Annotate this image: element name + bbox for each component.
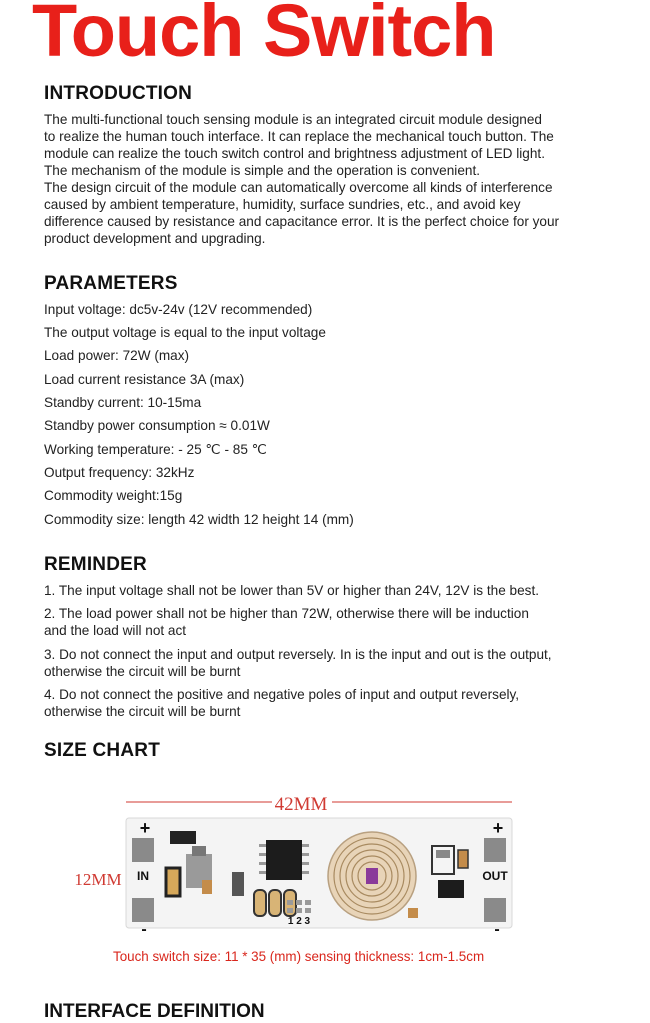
reminder-line: 3. Do not connect the input and output reversely. In is the input and out is the output,	[44, 647, 552, 662]
output-minus-sign: -	[494, 921, 500, 934]
size-chart-caption: Touch switch size: 11 * 35 (mm) sensing thickness: 1cm-1.5cm	[113, 949, 485, 964]
out-label: OUT	[482, 869, 508, 883]
parameter-item: Load current resistance 3A (max)	[44, 372, 245, 387]
transistor-component	[438, 880, 464, 898]
introduction-text	[44, 111, 604, 247]
size-chart-heading: SIZE CHART	[44, 740, 160, 761]
resistor-component	[458, 850, 468, 868]
capacitor-component	[166, 868, 180, 896]
interface-definition-heading: INTERFACE DEFINITION	[44, 1001, 265, 1022]
parameter-item: Input voltage: dc5v-24v (12V recommended)	[44, 302, 313, 317]
reminder-line: 4. Do not connect the positive and negative poles of input and output reversely,	[44, 687, 520, 702]
input-plus-pad	[132, 838, 154, 862]
intro-line: difference caused by resistance and capacitance error. It is the perfect choice for your	[44, 214, 560, 229]
intro-line: The mechanism of the module is simple and the operation is convenient.	[44, 163, 480, 178]
reminder-line: 1. The input voltage shall not be lower than 5V or higher than 24V, 12V is the best.	[44, 583, 539, 598]
resistor-component	[232, 872, 244, 896]
input-minus-sign: -	[141, 921, 147, 934]
parameter-item: The output voltage is equal to the input voltage	[44, 325, 326, 340]
intro-line: The design circuit of the module can automatically overcome all kinds of interference	[44, 180, 553, 195]
reminder-item	[44, 605, 604, 639]
reminder-line: otherwise the circuit will be burnt	[44, 664, 241, 679]
capacitor-component	[269, 890, 281, 916]
reminder-line: and the load will not act	[44, 623, 187, 638]
parameter-item: Commodity weight:15g	[44, 488, 183, 503]
touch-sensor-coil	[328, 832, 416, 920]
height-label: 12MM	[74, 870, 122, 889]
parameter-item: Load power: 72W (max)	[44, 348, 190, 363]
reminder-heading: REMINDER	[44, 554, 147, 575]
reminder-line: otherwise the circuit will be burnt	[44, 704, 241, 719]
parameters-heading: PARAMETERS	[44, 273, 178, 294]
length-label: 42MM	[274, 794, 328, 815]
resistor-component	[408, 908, 418, 918]
parameter-item: Standby current: 10-15ma	[44, 395, 202, 410]
output-plus-sign: +	[492, 818, 504, 838]
diode-component	[170, 831, 196, 844]
indicator-led	[366, 868, 378, 884]
parameter-item: Working temperature: - 25 ℃ - 85 ℃	[44, 442, 267, 457]
regulator-tab	[192, 846, 206, 856]
parameter-item: Commodity size: length 42 width 12 height 14 (mm)	[44, 512, 354, 527]
intro-line: caused by ambient temperature, humidity, surface sundries, etc., and avoid key	[44, 197, 521, 212]
touch-module-board-image	[74, 784, 524, 934]
resistor-component	[202, 880, 212, 894]
size-chart-figure	[74, 784, 524, 934]
ic-chip	[266, 840, 302, 880]
pin-numbers: 1 2 3	[287, 916, 311, 927]
introduction-heading: INTRODUCTION	[44, 83, 193, 104]
in-label: IN	[137, 869, 149, 883]
parameter-item: Standby power consumption ≈ 0.01W	[44, 418, 270, 433]
page-title: Touch Switch	[32, 0, 496, 72]
intro-line: The multi-functional touch sensing module is an integrated circuit module designed	[44, 112, 542, 127]
intro-line: product development and upgrading.	[44, 231, 266, 246]
reminder-line: 2. The load power shall not be higher than 72W, otherwise there will be induction	[44, 606, 529, 621]
reminder-item	[44, 686, 604, 720]
intro-line: module can realize the touch switch control and brightness adjustment of LED light.	[44, 146, 545, 161]
input-plus-sign: +	[139, 818, 151, 838]
output-minus-pad	[484, 898, 506, 922]
reminder-item	[44, 646, 604, 680]
parameter-item: Output frequency: 32kHz	[44, 465, 195, 480]
capacitor-component	[254, 890, 266, 916]
reminder-item	[44, 582, 604, 599]
output-plus-pad	[484, 838, 506, 862]
relay-detail	[436, 850, 450, 858]
input-minus-pad	[132, 898, 154, 922]
intro-line: to realize the human touch interface. It can replace the mechanical touch button. The	[44, 129, 554, 144]
